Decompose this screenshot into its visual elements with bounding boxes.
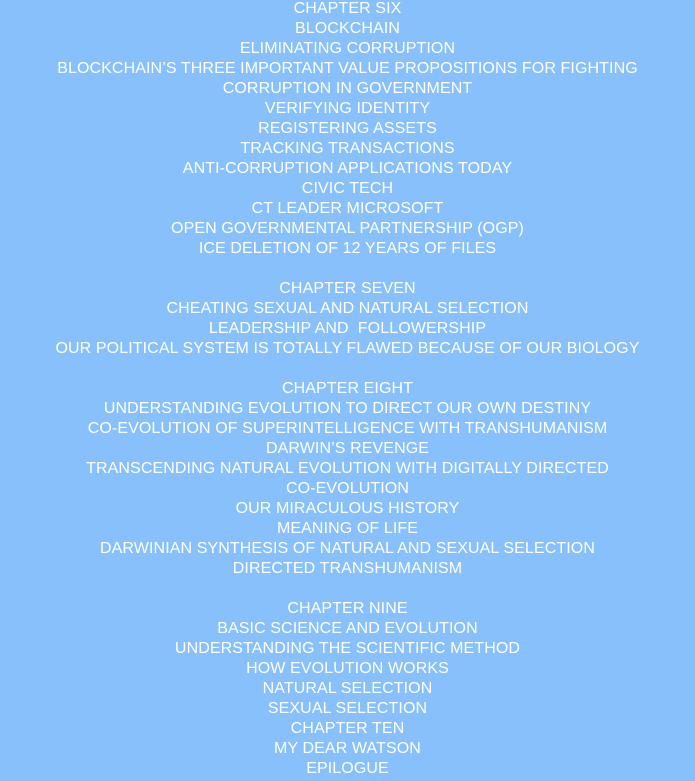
toc-line: BASIC SCIENCE AND EVOLUTION <box>217 620 478 637</box>
toc-line: ICE DELETION OF 12 YEARS OF FILES <box>198 240 497 257</box>
toc-line: CHEATING SEXUAL AND NATURAL SELECTION <box>166 300 529 317</box>
toc-spacer <box>0 579 695 599</box>
toc-line: OUR POLITICAL SYSTEM IS TOTALLY FLAWED BECAUSE OF OUR BIOLOGY <box>55 340 640 357</box>
toc-line: HOW EVOLUTION WORKS <box>246 660 449 677</box>
toc-line: CIVIC TECH <box>301 180 394 197</box>
toc-line: NATURAL SELECTION <box>262 680 433 697</box>
toc-line-chapter-seven: CHAPTER SEVEN <box>279 280 416 297</box>
toc-spacer <box>0 259 695 279</box>
toc-line: CORRUPTION IN GOVERNMENT <box>222 80 473 97</box>
toc-line: DIRECTED TRANSHUMANISM <box>232 560 463 577</box>
toc-line: SEXUAL SELECTION <box>267 700 428 717</box>
toc-line-chapter-eight: CHAPTER EIGHT <box>281 380 414 397</box>
toc-line: MEANING OF LIFE <box>276 520 419 537</box>
toc-line-epilogue: EPILOGUE <box>306 760 389 777</box>
toc-line: CO-EVOLUTION OF SUPERINTELLIGENCE WITH TRANSHUMANISM <box>87 420 608 437</box>
toc-line: BLOCKCHAIN <box>294 20 401 37</box>
toc-line: OUR MIRACULOUS HISTORY <box>235 500 460 517</box>
toc-line: TRANSCENDING NATURAL EVOLUTION WITH DIGITALLY DIRECTED <box>86 460 609 477</box>
toc-line: REGISTERING ASSETS <box>258 120 437 137</box>
toc-line: OPEN GOVERNMENTAL PARTNERSHIP (OGP) <box>171 220 524 237</box>
toc-line: UNDERSTANDING EVOLUTION TO DIRECT OUR OWN DESTINY <box>103 400 592 417</box>
toc-line: UNDERSTANDING THE SCIENTIFIC METHOD <box>174 640 521 657</box>
toc-spacer <box>0 359 695 379</box>
toc-line: DARWIN’S REVENGE <box>265 440 430 457</box>
toc-line: ELIMINATING CORRUPTION <box>239 40 456 57</box>
toc-line: BLOCKCHAIN’S THREE IMPORTANT VALUE PROPOSITIONS FOR FIGHTING <box>57 60 638 77</box>
toc-line: ANTI-CORRUPTION APPLICATIONS TODAY <box>182 160 513 177</box>
toc-line-chapter-six: CHAPTER SIX <box>293 0 402 17</box>
toc-line: DARWINIAN SYNTHESIS OF NATURAL AND SEXUAL SELECTION <box>100 540 595 557</box>
toc-line: TRACKING TRANSACTIONS <box>240 140 455 157</box>
toc-line: CO-EVOLUTION <box>286 480 409 497</box>
toc-line: LEADERSHIP AND FOLLOWERSHIP <box>208 320 487 337</box>
toc-line-chapter-nine: CHAPTER NINE <box>287 600 408 617</box>
toc-line-chapter-ten: CHAPTER TEN <box>290 720 405 737</box>
toc-line: MY DEAR WATSON <box>274 740 421 757</box>
toc-line: CT LEADER MICROSOFT <box>251 200 444 217</box>
toc-line: VERIFYING IDENTITY <box>264 100 431 117</box>
